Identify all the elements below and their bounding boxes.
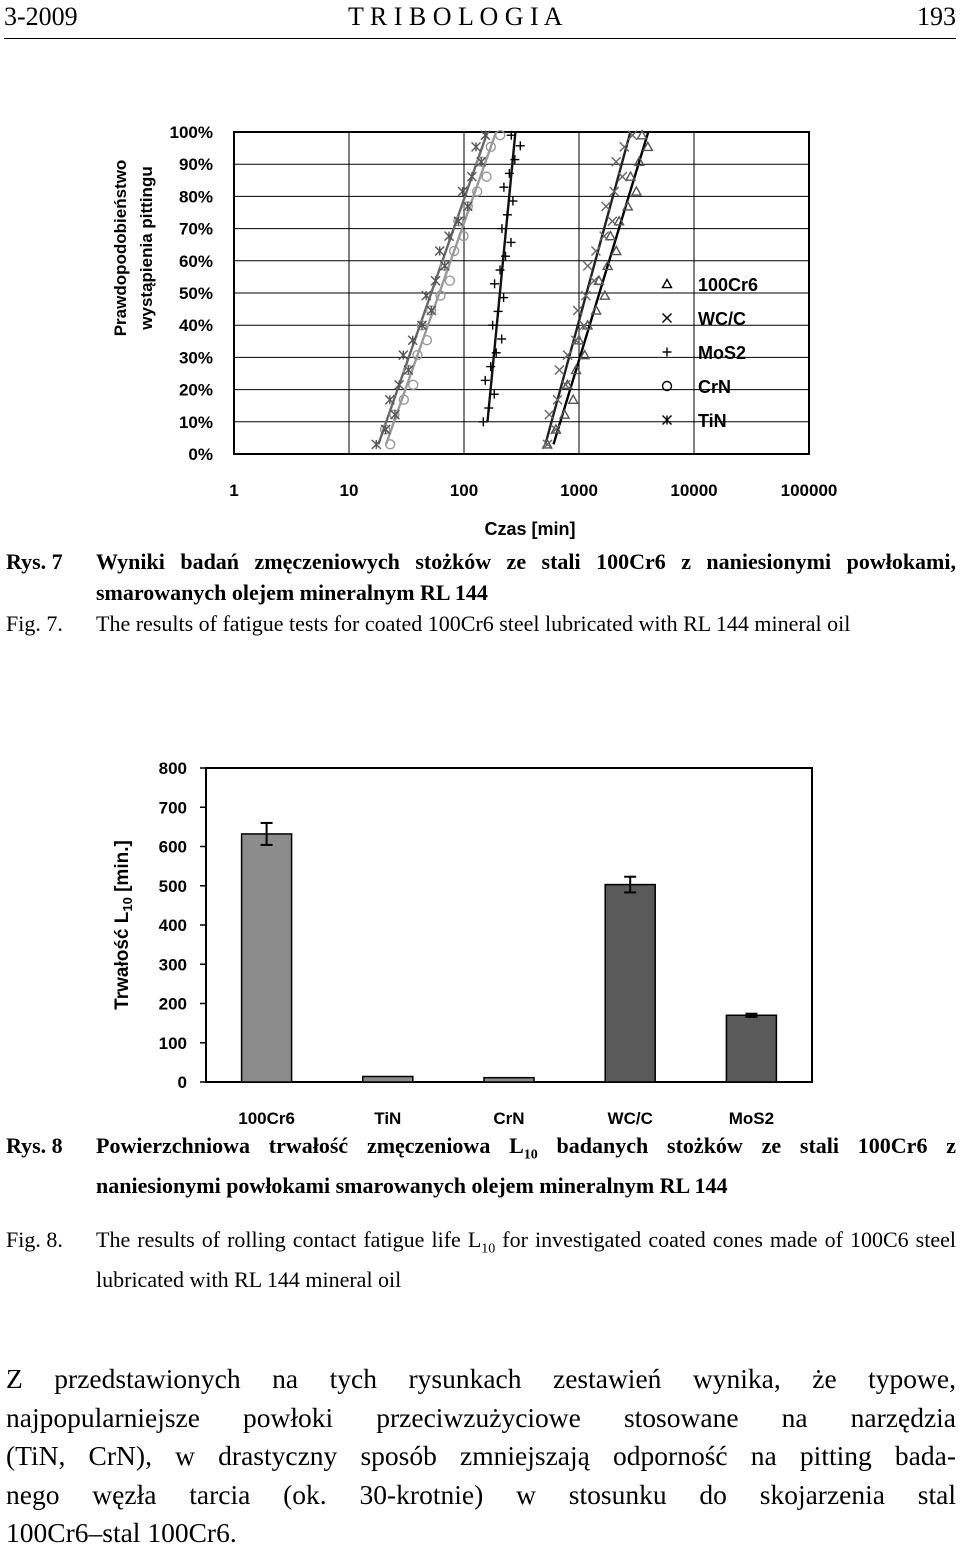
data-point [481,131,490,140]
x-tick-label: MoS2 [728,1109,775,1128]
y-tick-label: 90% [178,155,213,175]
x-tick-label: 100000 [780,481,838,500]
y-tick-label: 80% [178,187,213,207]
legend-marker [663,314,672,323]
y-tick-label: 600 [158,837,187,857]
paragraph-line: (TiN, CrN), w drastyczny sposób zmniejszają odporność na pitting bada- [6,1440,956,1471]
data-point [490,279,499,288]
legend-label: WC/C [698,309,746,329]
y-tick-label: 300 [158,955,187,975]
x-tick-label: TiN [374,1109,402,1128]
paragraph-line: najpopularniejsze powłoki przeciwzużyciowe stosowane na narzędzia [6,1401,956,1433]
bar-tin [363,1077,413,1082]
caption-label: Rys. 7 [6,549,63,574]
bar-100cr6 [242,834,292,1082]
paragraph-line: Z przedstawionych na tych rysunkach zestawień wynika, że typowe, [6,1363,956,1394]
plot-frame [206,768,812,1082]
legend-marker [663,348,672,357]
fit-line-mos2 [487,132,515,422]
legend-label: CrN [698,377,732,397]
data-point [484,404,493,413]
caption-text: The results of fatigue tests for coated 100Cr6 steel lubricated with RL 144 mineral oil [96,611,851,636]
caption-label: Fig. 8. [6,1227,63,1252]
y-tick-label: 30% [178,348,213,368]
data-point [583,261,592,270]
x-tick-label: 10 [339,481,359,500]
data-point [427,306,436,315]
y-tick-label: 400 [158,916,187,935]
data-point [467,172,476,181]
data-point [612,157,621,166]
y-tick-label: 100 [158,1033,187,1053]
y-tick-label: 50% [178,284,213,303]
fit-line-crn [386,132,496,444]
legend-label: MoS2 [698,343,747,363]
y-tick-label: 800 [158,759,187,778]
y-tick-label: 70% [178,219,213,239]
fit-line-tin [378,132,487,444]
caption-label: Fig. 7. [6,611,63,636]
data-point [499,183,508,192]
bar-wcc [605,885,655,1082]
journal-title: T R I B O L O G I A [348,2,563,31]
data-point [409,380,418,389]
data-point [445,276,454,285]
data-point [600,291,609,299]
caption-text: The results of rolling contact fatigue life $L_{10}$ for investigated coated cones made of 100C6 steel lubricated with RL 144 mineral oil [96,1227,956,1293]
y-tick-label: 20% [178,380,213,400]
data-point [497,335,506,344]
caption-label: Rys. 8 [6,1133,63,1158]
data-point [494,307,503,316]
figure-7-chart [0,0,960,545]
journal-issue: 3-2009 [4,2,78,31]
y-tick-label: 0% [188,445,213,464]
caption-text: Powierzchniowa trwałość zmęczeniowa $L_{10}$ badanych stożków ze stali 100Cr6 z naniesionymi powłokami smarowanych olejem mineralnym RL 144 [96,1133,956,1199]
data-point [479,417,488,426]
y-tick-label: 500 [158,876,187,896]
caption-text: Wyniki badań zmęczeniowych stożków ze stali 100Cr6 z naniesionymi powłokami, smarowanych olejem mineralnym RL 144 [96,549,956,605]
legend-label: TiN [698,411,727,431]
bar-crn [484,1078,534,1082]
paragraph-line: 100Cr6–stal 100Cr6. [6,1517,237,1548]
x-tick-label: WC/C [607,1109,653,1128]
data-point [506,238,515,247]
x-tick-label: CrN [493,1109,525,1128]
data-point [431,276,440,285]
page-number: 193 [917,2,956,31]
data-point [482,172,491,181]
y-tick-label: 100% [169,123,213,142]
y-tick-label: 700 [158,798,187,818]
body-paragraph [6,1360,956,1553]
x-tick-label: 1000 [560,481,598,500]
y-axis-label-line2: wystąpienia pittingu [137,166,156,330]
y-axis-label-line1: Prawdopodobieństwo [111,159,130,337]
y-axis-label: Trwałość $L_{10}$ [min.] [112,840,135,1010]
data-point [632,187,641,195]
data-point [390,410,399,419]
figure-8-chart [0,740,960,1170]
x-tick-label: 100Cr6 [238,1109,295,1128]
x-tick-label: 1 [229,481,239,500]
y-tick-label: 0 [177,1073,187,1092]
y-tick-label: 40% [178,316,213,336]
data-point [395,380,404,389]
data-point [608,217,617,226]
legend-label: 100Cr6 [698,275,759,295]
y-tick-label: 200 [158,994,187,1014]
paragraph-line: nego węzła tarcia (ok. 30-krotnie) w stosunku do skojarzenia stal [6,1478,956,1510]
x-tick-label: 10000 [670,481,718,500]
y-tick-label: 10% [178,412,213,432]
data-point [555,365,564,374]
data-point [399,351,408,360]
y-tick-label: 60% [178,251,213,271]
legend-marker [663,280,672,288]
data-point [481,376,490,385]
bar-mos2 [726,1015,776,1082]
data-point [472,142,481,151]
data-point [503,210,512,219]
x-tick-label: 100 [449,481,479,500]
data-point [569,395,578,403]
legend-marker [663,416,672,425]
x-axis-label: Czas [min] [484,519,576,539]
data-point [516,141,525,150]
fit-line-wcc [545,132,630,444]
data-point [435,246,444,255]
